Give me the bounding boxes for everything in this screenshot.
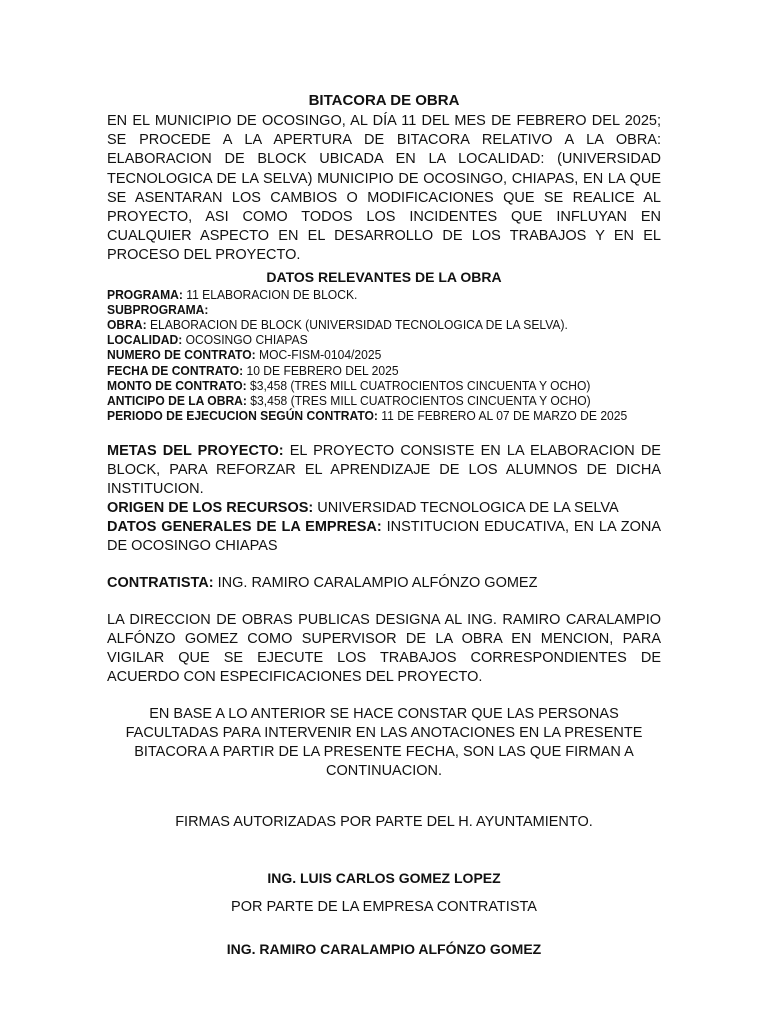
datos-label: PROGRAMA: bbox=[107, 286, 183, 302]
datos-list bbox=[107, 287, 661, 424]
datos-row-numero-contrato bbox=[107, 347, 622, 362]
datos-label: LOCALIDAD: bbox=[107, 332, 183, 348]
datos-row-subprograma bbox=[107, 302, 622, 317]
signatory-ayuntamiento-name: ING. LUIS CARLOS GOMEZ LOPEZ bbox=[267, 870, 501, 887]
designacion-paragraph: LA DIRECCION DE OBRAS PUBLICAS DESIGNA AL ING. RAMIRO CARALAMPIO ALFÓNZO GOMEZ COMO SUPERVISOR DE LA OBRA EN MENCION, PARA VIGILAR QUE SE EJECUTE LOS TRABAJOS CORRESPONDIENTES DE ACUERDO CON ESPECIFICACIONES DEL PROYECTO. bbox=[107, 612, 661, 686]
datos-row-monto-contrato bbox=[107, 378, 622, 393]
datos-label: NUMERO DE CONTRATO: bbox=[107, 347, 256, 363]
metas-label: METAS DEL PROYECTO: bbox=[107, 443, 284, 460]
intro-paragraph: EN EL MUNICIPIO DE OCOSINGO, AL DÍA 11 DEL MES DE FEBRERO DEL 2025; SE PROCEDE A LA APERTURA DE BITACORA RELATIVO A LA OBRA: ELABORACION DE BLOCK UBICADA EN LA LOCALIDAD: (UNIVERSIDAD TECNOLOGICA DE LA SELVA) MUNICIPIO DE OCOSINGO, CHIAPAS, EN LA QUE SE ASENTARAN LOS CAMBIOS O MODIFICACIONES QUE SE REALICE AL PROYECTO, ASI COMO TODOS LOS INCIDENTES QUE INFLUYAN EN CUALQUIER ASPECTO EN EL DESARROLLO DE LOS TRABAJOS Y EN EL PROCESO DEL PROYECTO. bbox=[107, 113, 661, 264]
origen-label: ORIGEN DE LOS RECURSOS: bbox=[107, 500, 314, 517]
document-body bbox=[107, 92, 661, 958]
contratista-value: ING. RAMIRO CARALAMPIO ALFÓNZO GOMEZ bbox=[213, 575, 538, 592]
origen-paragraph bbox=[107, 499, 661, 518]
firmas-empresa-heading: POR PARTE DE LA EMPRESA CONTRATISTA bbox=[231, 899, 537, 916]
datos-label: FECHA DE CONTRATO: bbox=[107, 362, 244, 378]
datos-row-periodo bbox=[107, 408, 628, 424]
document-title: BITACORA DE OBRA bbox=[308, 92, 460, 109]
datos-label: ANTICIPO DE LA OBRA: bbox=[107, 393, 247, 409]
datos-label: SUBPROGRAMA: bbox=[107, 301, 209, 317]
datos-value: ELABORACION DE BLOCK (UNIVERSIDAD TECNOLOGICA DE LA SELVA). bbox=[146, 317, 568, 333]
datos-row-anticipo bbox=[107, 393, 622, 408]
datos-row-programa bbox=[107, 287, 622, 302]
datos-row-localidad bbox=[107, 332, 622, 347]
datos-label: MONTO DE CONTRATO: bbox=[107, 377, 247, 393]
datos-value: MOC-FISM-0104/2025 bbox=[255, 347, 382, 363]
empresa-paragraph bbox=[107, 518, 661, 556]
datos-row-fecha-contrato bbox=[107, 363, 622, 378]
contratista-paragraph bbox=[107, 574, 661, 593]
datos-value: OCOSINGO CHIAPAS bbox=[182, 332, 308, 348]
datos-heading: DATOS RELEVANTES DE LA OBRA bbox=[266, 268, 502, 285]
datos-label: PERIODO DE EJECUCION SEGÚN CONTRATO: bbox=[107, 408, 378, 424]
datos-value: 11 ELABORACION DE BLOCK. bbox=[182, 286, 358, 302]
datos-value: 11 DE FEBRERO AL 07 DE MARZO DE 2025 bbox=[377, 408, 628, 424]
empresa-value: INSTITUCION EDUCATIVA, EN LA ZONA DE OCOSINGO CHIAPAS bbox=[107, 519, 661, 555]
empresa-label: DATOS GENERALES DE LA EMPRESA: bbox=[107, 519, 382, 536]
datos-value: $3,458 (TRES MILL CUATROCIENTOS CINCUENTA Y OCHO) bbox=[246, 393, 591, 409]
contratista-label: CONTRATISTA: bbox=[107, 575, 214, 592]
metas-paragraph bbox=[107, 442, 661, 499]
constancia-paragraph: EN BASE A LO ANTERIOR SE HACE CONSTAR QUE LAS PERSONAS FACULTADAS PARA INTERVENIR EN LAS ANOTACIONES EN LA PRESENTE BITACORA A PARTIR DE LA PRESENTE FECHA, SON LAS QUE FIRMAN A CONTINUACION. bbox=[125, 706, 643, 780]
datos-row-obra bbox=[107, 317, 622, 332]
firmas-ayuntamiento-heading: FIRMAS AUTORIZADAS POR PARTE DEL H. AYUNTAMIENTO. bbox=[175, 814, 593, 831]
signatory-empresa-name: ING. RAMIRO CARALAMPIO ALFÓNZO GOMEZ bbox=[226, 941, 542, 958]
datos-value: 10 DE FEBRERO DEL 2025 bbox=[243, 362, 399, 378]
datos-label: OBRA: bbox=[107, 317, 147, 333]
datos-value: $3,458 (TRES MILL CUATROCIENTOS CINCUENTA Y OCHO) bbox=[246, 377, 591, 393]
origen-value: UNIVERSIDAD TECNOLOGICA DE LA SELVA bbox=[313, 500, 619, 517]
metas-value: EL PROYECTO CONSISTE EN LA ELABORACION DE BLOCK, PARA REFORZAR EL APRENDIZAJE DE LOS ALUMNOS DE DICHA INSTITUCION. bbox=[107, 443, 661, 498]
